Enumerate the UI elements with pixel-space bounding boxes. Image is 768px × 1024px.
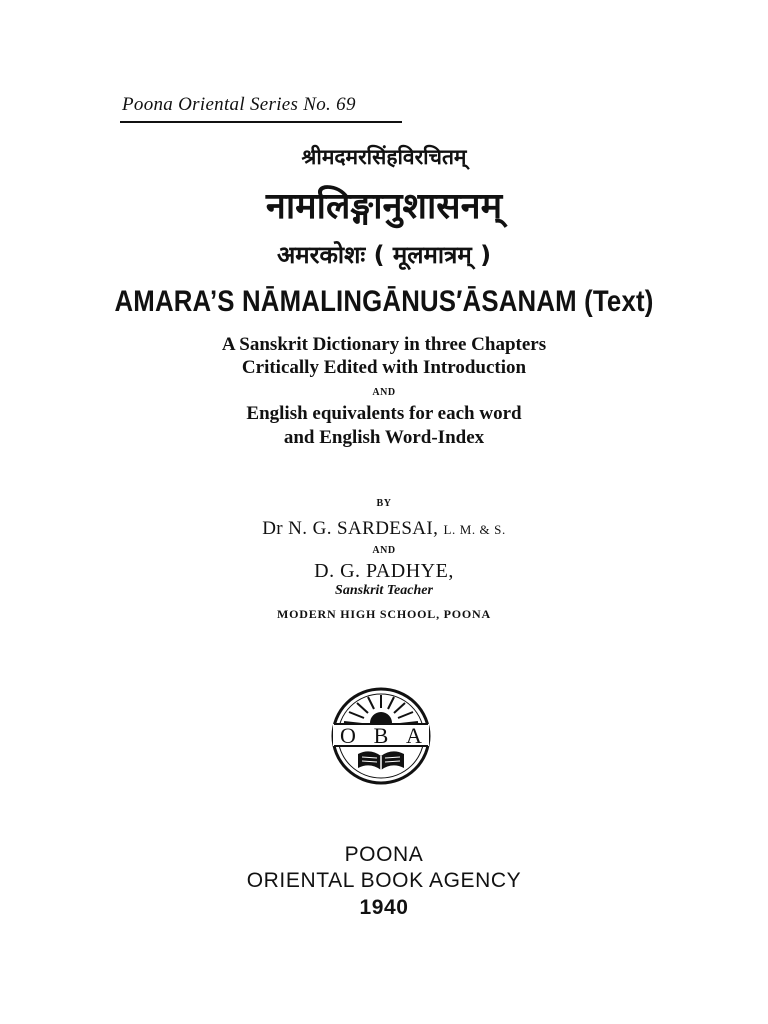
sanskrit-subtitle: अमरकोशः ( मूलमात्रम् ) xyxy=(276,241,492,269)
subtitle-line-1: A Sanskrit Dictionary in three Chapters xyxy=(221,334,547,355)
subtitle-line-2: Critically Edited with Introduction xyxy=(241,357,527,378)
subtitle-line-3: English equivalents for each word xyxy=(246,403,522,424)
authors-and: AND xyxy=(372,545,396,556)
imprint-year: 1940 xyxy=(359,896,409,919)
subtitle-line-4: and English Word-Index xyxy=(283,427,485,448)
logo-letter-o: O xyxy=(340,723,356,748)
logo-letter-b: B xyxy=(373,723,389,748)
author-2-name: D. G. PADHYE, xyxy=(314,560,454,582)
sanskrit-title: नामलिङ्गानुशासनम् xyxy=(265,186,503,227)
oba-emblem-icon xyxy=(330,686,432,786)
by-label: BY xyxy=(376,498,392,509)
author-2-role: Sanskrit Teacher xyxy=(335,583,433,598)
author-2-school: MODERN HIGH SCHOOL, POONA xyxy=(276,607,491,621)
english-title: AMARA’S NĀMALINGĀNUS′ĀSANAM (Text) xyxy=(114,285,654,318)
logo-letter-a: A xyxy=(406,723,422,748)
imprint-city: POONA xyxy=(344,843,424,866)
series-label: Poona Oriental Series No. 69 xyxy=(122,94,356,115)
author-1-name: Dr N. G. SARDESAI, xyxy=(262,518,439,539)
author-1 xyxy=(0,518,768,540)
author-1-degree: L. M. & S. xyxy=(443,522,506,537)
imprint-publisher: ORIENTAL BOOK AGENCY xyxy=(246,869,522,892)
subtitle-and: AND xyxy=(372,387,396,398)
sanskrit-author-line: श्रीमदमरसिंहविरचितम् xyxy=(301,145,467,169)
series-underline xyxy=(120,121,402,123)
